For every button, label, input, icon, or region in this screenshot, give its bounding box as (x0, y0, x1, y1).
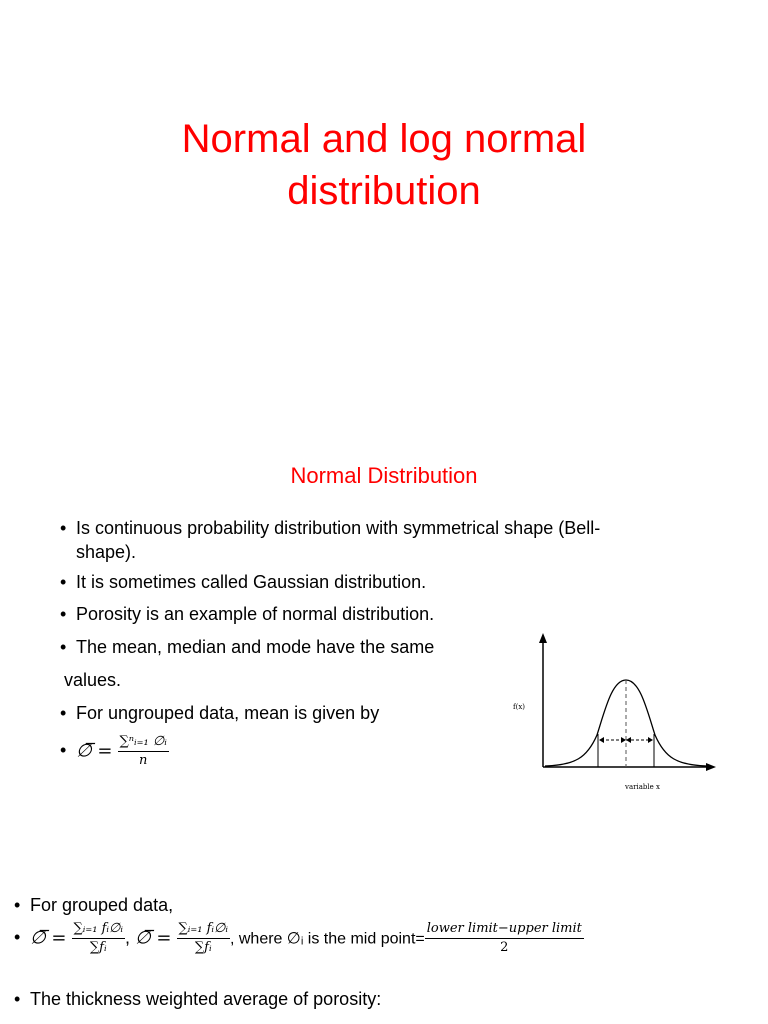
bullet-grouped: • For grouped data, (14, 895, 174, 915)
bullet-continuous-cont: shape). (76, 542, 137, 562)
formula-ungrouped-lhs: ∅̅ = (76, 740, 113, 762)
mid-point-text: , where ∅ᵢ is the mid point= (229, 930, 425, 948)
bullet-formula-grouped: • ∅̅ = $\frac{\text{∑ᵢ₌₁ fᵢ∅ᵢ}}{\text{∑fᵢ}}$ , ∅̅ = $\frac{\text{∑ᵢ₌₁ fᵢ∅ᵢ}}{\text{∑fᵢ}}$ , where ∅ᵢ is the mid point= $\frac{\text{lower limit−upper limit}}{2}$ (14, 921, 582, 955)
bullet-continuous: • Is continuous probability distribution with symmetrical shape (Bell- (60, 518, 601, 538)
bullet-ungrouped: • For ungrouped data, mean is given by (60, 703, 380, 723)
bullet-porosity: • Porosity is an example of normal distribution. (60, 604, 435, 624)
title-line-1: Normal and log normal (181, 117, 587, 161)
bell-curve-figure (505, 630, 720, 800)
x-axis-label: variable x (625, 783, 660, 791)
bullet-thickness-weighted: • The thickness weighted average of porosity: (14, 989, 382, 1009)
formula-grouped-lhs-2: ∅̅ = (135, 927, 172, 949)
section-heading: Normal Distribution (290, 463, 478, 488)
formula-grouped-fraction-1: $\frac{\text{∑ᵢ₌₁ fᵢ∅ᵢ}}{\text{∑fᵢ}}$ (73, 921, 123, 955)
formula-grouped-fraction-2: $\frac{\text{∑ᵢ₌₁ fᵢ∅ᵢ}}{\text{∑fᵢ}}$ (178, 921, 228, 955)
y-axis-label: f(x) (513, 703, 526, 711)
bullet-mean-median-mode-cont: values. (64, 670, 122, 690)
title-line-2: distribution (287, 169, 481, 213)
bullet-gaussian: • It is sometimes called Gaussian distribution. (60, 572, 427, 592)
bullet-mean-median-mode: • The mean, median and mode have the same (60, 637, 435, 657)
formula-ungrouped-fraction: $\frac{\text{∑ⁿᵢ₌₁ ∅ᵢ}}{n}$ (119, 734, 167, 768)
formula-grouped-lhs-1: ∅̅ = (30, 927, 67, 949)
mid-point-fraction: $\frac{\text{lower limit−upper limit}}{2}$ (426, 921, 582, 955)
bullet-formula-ungrouped: • ∅̅ = $\frac{\text{∑ⁿᵢ₌₁ ∅ᵢ}}{n}$ (60, 734, 167, 768)
page-title (0, 113, 768, 217)
